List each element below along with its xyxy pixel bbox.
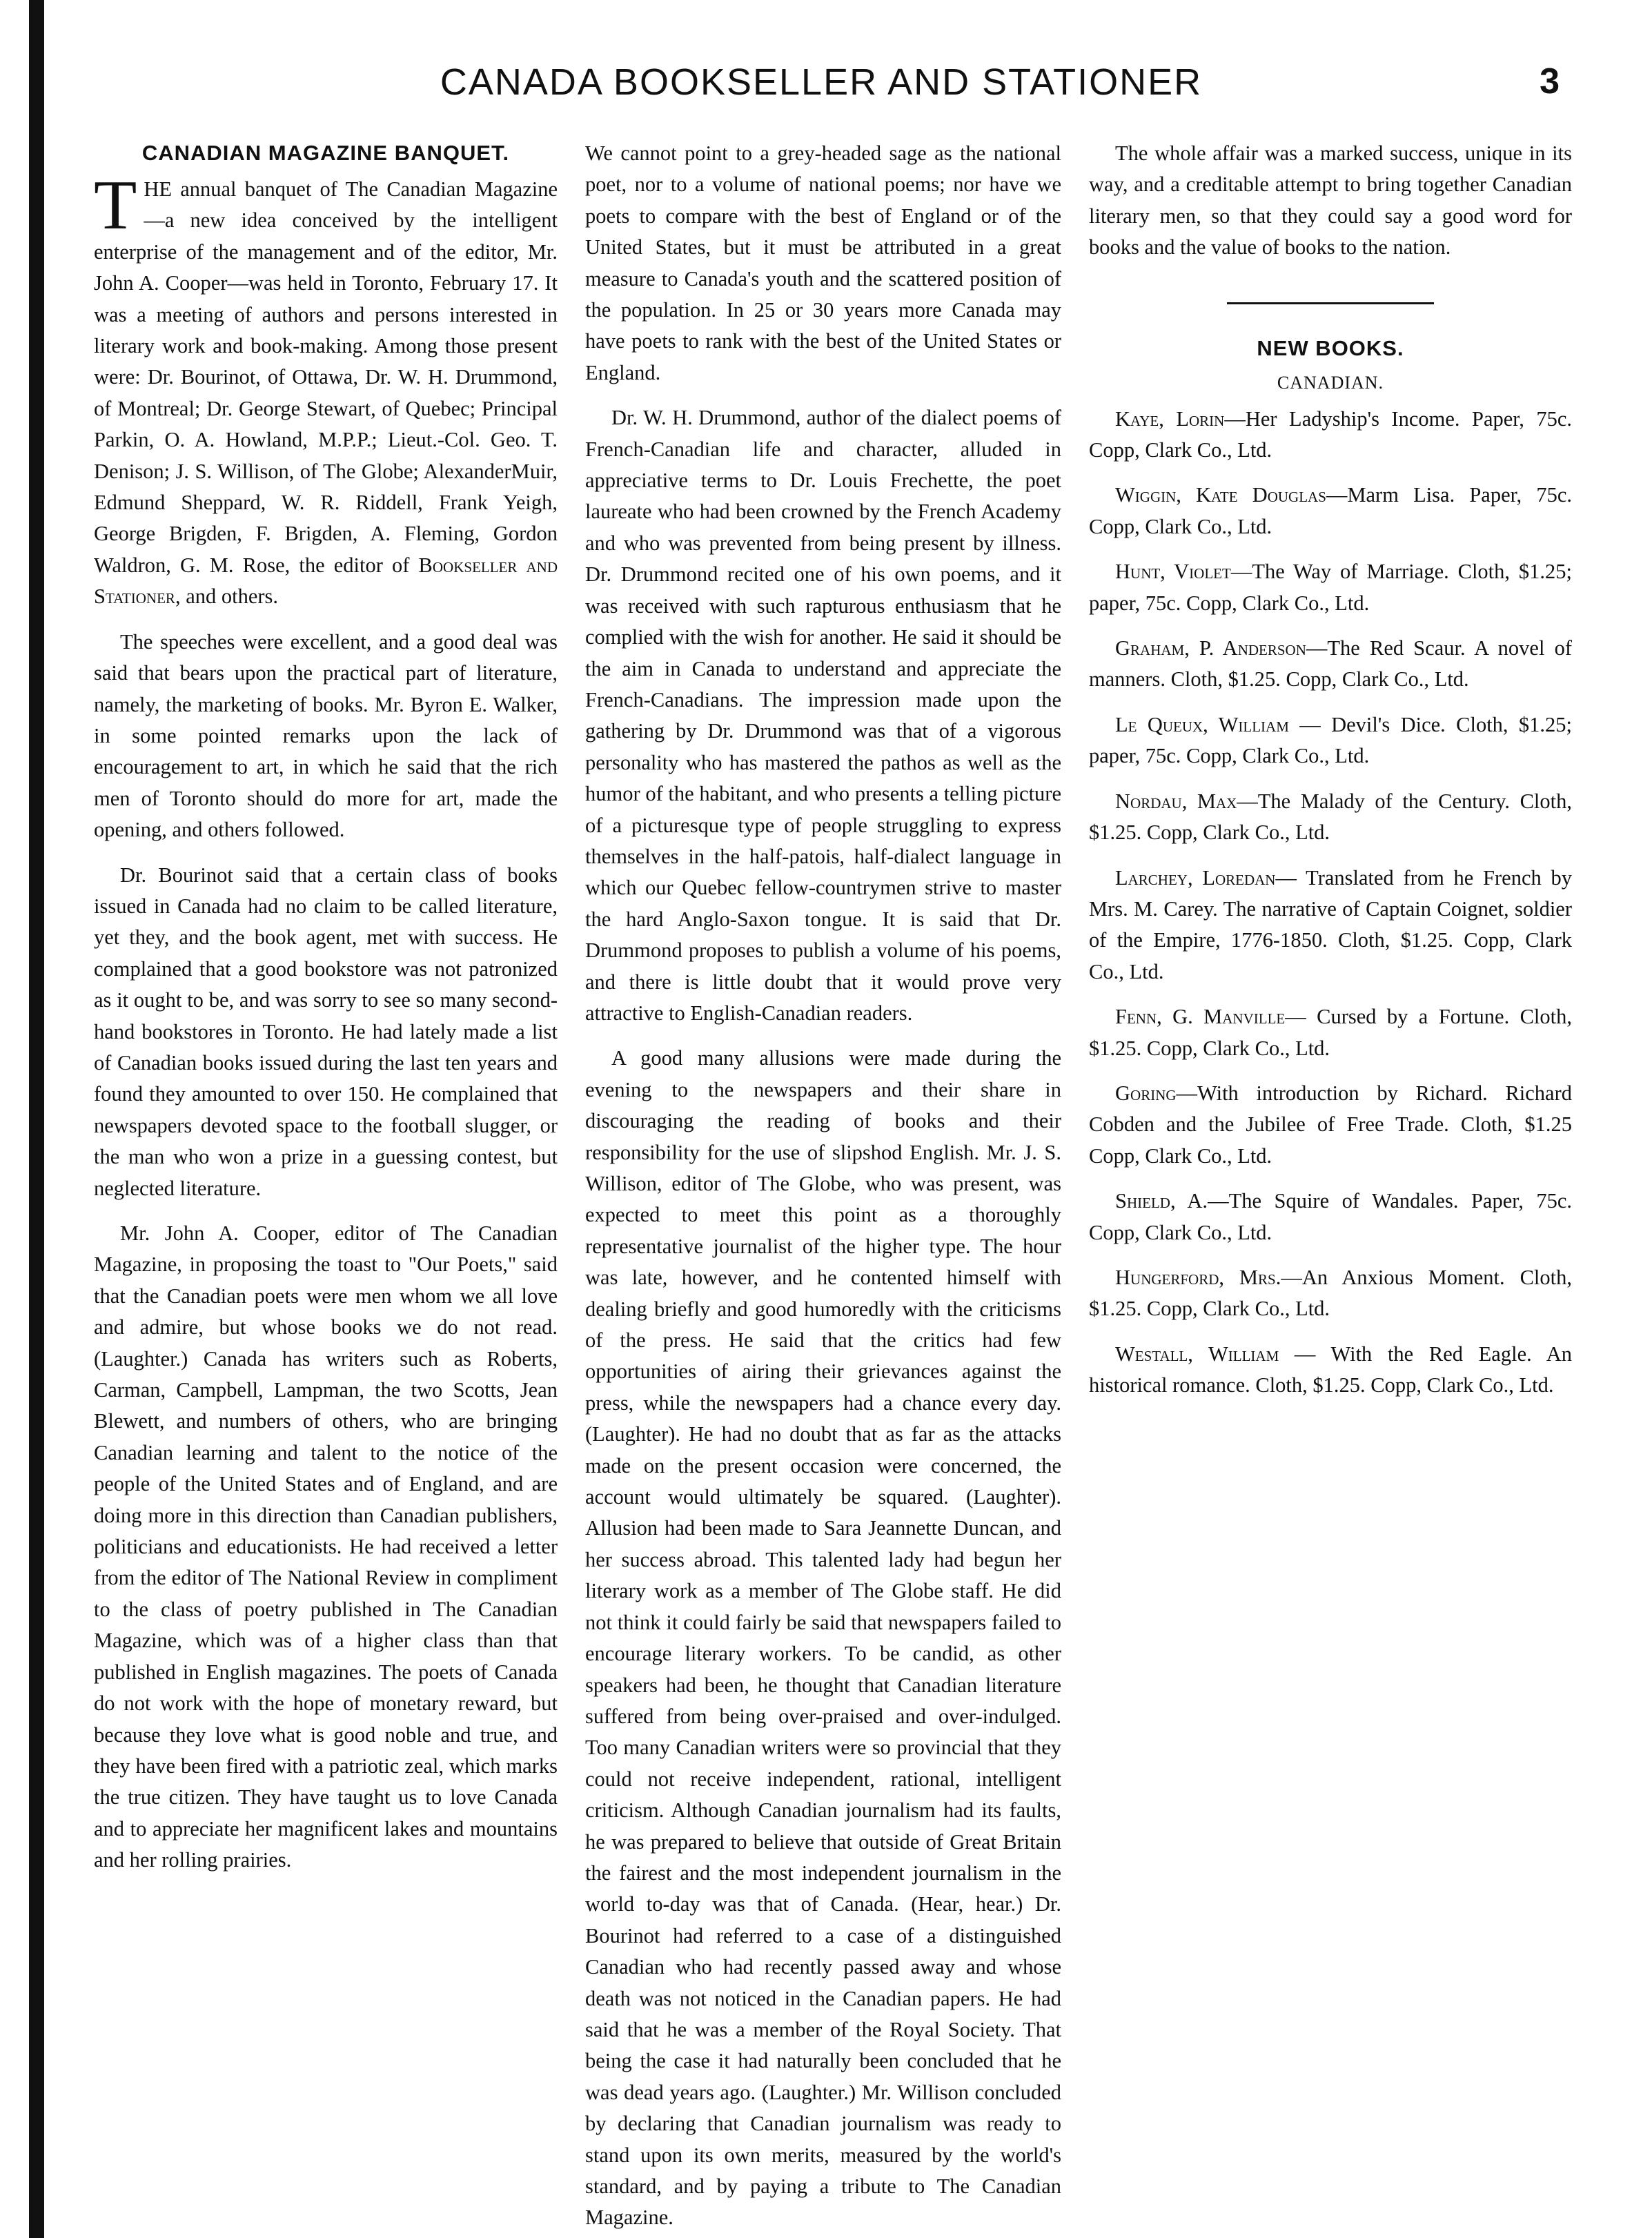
book-list (1089, 404, 1572, 1402)
paragraph-1-text: HE annual banquet of The Canadian Magazine—a new idea conceived by the intelligent enterprise of the management and of the editor, Mr. John A. Cooper—was held in Toronto, February 17. It was a meeting of authors and persons interested in literary work and book-making. Among those present were: Dr. Bourinot, of Ottawa, Dr. W. H. Drummond, of Montreal; Dr. George Stewart, of Quebec; Principal Parkin, O. A. Howland, M.P.P.; Lieut.-Col. Geo. T. Denison; J. S. Willison, of The Globe; AlexanderMuir, Edmund Sheppard, W. R. Riddell, Frank Yeigh, George Brigden, F. Brigden, A. Fleming, Gordon Waldron, G. M. Rose, the editor of (94, 177, 558, 577)
running-title: CANADA BOOKSELLER AND STATIONER (440, 61, 1203, 103)
book-entry (1089, 1001, 1572, 1064)
column-1 (94, 138, 558, 2208)
new-books-heading: NEW BOOKS. (1257, 335, 1404, 360)
book-author: Nordau, Max (1115, 789, 1237, 813)
page-number: 3 (1540, 61, 1560, 101)
article-paragraph-7: A good many allusions were made during the evening to the newspapers and their share in discouraging the reading of books and their responsibility for the use of slipshod English. Mr. J. S. Willison, editor of The Globe, who was present, was expected to meet this point as a thoroughly representative journalist of the higher type. The hour was late, however, and he contented himself with dealing briefly and good humoredly with the criticisms of the press. He said that the critics had few opportunities of airing their grievances against the press, while the newspapers had a chance every day. (Laughter). He had no doubt that as far as the attacks made on the present occasion were concerned, the account would ultimately be squared. (Laughter). Allusion had been made to Sara Jeannette Duncan, and her success abroad. This talented lady had begun her literary work as a member of The Globe staff. He did not think it could fairly be said that newspapers failed to encourage literary workers. To be candid, as other speakers had been, he thought that Canadian literature suffered from being over-praised and over-indulged. Too many Canadian writers were so provincial that they could not receive independent, rational, intelligent criticism. Although Canadian journalism had its faults, he was prepared to believe that outside of Great Britain the fairest and the most independent journalism in the world to-day was that of Canada. (Hear, hear.) Dr. Bourinot had referred to a case of a distinguished Canadian who had recently passed away and whose death was not noticed in the Canadian papers. He had said that he was a member of the Royal Society. That being the case it had naturally been concluded that he was dead years ago. (Laughter.) Mr. Willison concluded by declaring that Canadian journalism was ready to stand upon its own merits, measured by the world's standard, and by paying a tribute to The Canadian Magazine. (585, 1046, 1061, 2230)
book-author: Goring (1115, 1081, 1177, 1105)
book-author: Shield, A. (1115, 1189, 1208, 1213)
paragraph-1-end: , and others. (175, 585, 279, 609)
column-2 (585, 138, 1061, 2230)
drop-cap: T (94, 166, 137, 244)
book-details: —The Way of Marriage. Cloth, $1.25; paper, 75c. Copp, Clark Co., Ltd. (1089, 560, 1572, 615)
book-entry (1089, 1186, 1572, 1248)
book-entry (1089, 1078, 1572, 1172)
scan-edge-bar (29, 0, 44, 2238)
section-divider (1227, 302, 1434, 304)
book-author: Fenn, G. Manville (1115, 1005, 1286, 1029)
book-details: — Cursed by a Fortune. Cloth, $1.25. Copp, Clark Co., Ltd. (1089, 1005, 1572, 1060)
book-details: — Devil's Dice. Cloth, $1.25; paper, 75c. Copp, Clark Co., Ltd. (1089, 712, 1573, 768)
book-entry (1089, 633, 1572, 696)
new-books-subheading: CANADIAN. (1277, 372, 1384, 393)
book-author: Wiggin, Kate Douglas (1115, 483, 1326, 507)
book-entry (1089, 1262, 1572, 1325)
article-paragraph-8: The whole affair was a marked success, unique in its way, and a creditable attempt to bring together Canadian literary men, so that they could say a good word for books and the value of books to the nation. (1089, 141, 1572, 259)
book-details: —Her Ladyship's Income. Paper, 75c. Copp, Clark Co., Ltd. (1089, 406, 1573, 462)
publication-name: Bookseller and Stationer (94, 553, 558, 609)
book-author: Hunt, Violet (1115, 560, 1231, 584)
book-details: —Marm Lisa. Paper, 75c. Copp, Clark Co., Ltd. (1089, 483, 1572, 538)
book-entry (1089, 863, 1572, 988)
book-details: —The Red Scaur. A novel of manners. Cloth, $1.25. Copp, Clark Co., Ltd. (1089, 636, 1572, 691)
book-author: Graham, P. Anderson (1115, 636, 1306, 660)
book-entry (1089, 1339, 1572, 1402)
column-3 (1089, 138, 1572, 2208)
book-details: —The Malady of the Century. Cloth, $1.25. Copp, Clark Co., Ltd. (1089, 789, 1572, 845)
book-details: —The Squire of Wandales. Paper, 75c. Copp, Clark Co., Ltd. (1089, 1189, 1572, 1244)
book-author: Kaye, Lorin (1115, 406, 1225, 431)
book-entry (1089, 556, 1572, 619)
book-entry (1089, 404, 1572, 467)
book-entry (1089, 480, 1572, 542)
book-entry (1089, 709, 1572, 772)
book-entry (1089, 786, 1572, 849)
book-author: Hungerford, Mrs. (1115, 1265, 1281, 1289)
book-author: Larchey, Loredan (1115, 865, 1276, 890)
article-paragraph-6: Dr. W. H. Drummond, author of the dialect poems of French-Canadian life and character, alluded in appreciative terms to Dr. Louis Frechette, the poet laureate who had been crowned by the French Academy and who was prevented from being present by illness. Dr. Drummond recited one of his own poems, and it was received with such rapturous enthusiasm that he complied with the wish for another. He said it should be the aim in Canada to understand and appreciate the French-Canadians. The impression made upon the gathering by Dr. Drummond was that of a vigorous personality who has mastered the pathos as well as the humor of the habitant, and who presents a telling picture of a picturesque type of people struggling to express themselves in the half-patois, half-dialect language in which our Quebec fellow-countrymen strive to master the hard Anglo-Saxon tongue. It is said that Dr. Drummond proposes to publish a volume of his poems, and there is little doubt that it would prove very attractive to English-Canadian readers. (585, 406, 1061, 1025)
book-details: —An Anxious Moment. Cloth, $1.25. Copp, Clark Co., Ltd. (1089, 1265, 1572, 1321)
book-details: — With the Red Eagle. An historical romance. Cloth, $1.25. Copp, Clark Co., Ltd. (1089, 1342, 1572, 1397)
article-paragraph-3: Dr. Bourinot said that a certain class of books issued in Canada had no claim to be called literature, yet they, and the book agent, met with success. He complained that a good bookstore was not patronized as it ought to be, and was sorry to see so many second-hand bookstores in Toronto. He had lately made a list of Canadian books issued during the last ten years and found they amounted to over 150. He complained that newspapers devoted space to the football slugger, or the man who won a prize in a guessing contest, but neglected literature. (94, 863, 558, 1200)
book-details: —With introduction by Richard. Richard Cobden and the Jubilee of Free Trade. Cloth, $1.25 Copp, Clark Co., Ltd. (1089, 1081, 1572, 1168)
article-paragraph-1 (94, 166, 558, 613)
article-paragraph-2: The speeches were excellent, and a good deal was said that bears upon the practical part of literature, namely, the marketing of books. Mr. Byron E. Walker, in some pointed remarks upon the lack of encouragement to art, in which he said that the rich men of Toronto should do more for art, made the opening, and others followed. (94, 629, 558, 842)
book-author: Le Queux, William (1115, 712, 1289, 736)
book-details: — Translated from he French by Mrs. M. Carey. The narrative of Captain Coignet, soldier of the Empire, 1776-1850. Cloth, $1.25. Copp, Clark Co., Ltd. (1089, 865, 1572, 983)
article-paragraph-4: Mr. John A. Cooper, editor of The Canadian Magazine, in proposing the toast to "Our Poets," said that the Canadian poets were men whom we all love and admire, but whose books we do not read. (Laughter.) Canada has writers such as Roberts, Carman, Campbell, Lampman, the two Scotts, Jean Blewett, and numbers of others, who are bringing Canadian learning and talent to the notice of the people of the United States and of England, and are doing more in this direction than Canadian publishers, politicians and educationists. He had received a letter from the editor of The National Review in compliment to the class of poetry published in The Canadian Magazine, which was of a higher class than that published in English magazines. The poets of Canada do not work with the hope of monetary reward, but because they love what is good noble and true, and they have been fired with a patriotic zeal, which marks the true citizen. They have taught us to love Canada and to appreciate her magnificent lakes and mountains and her rolling prairies. (94, 1221, 558, 1872)
book-author: Westall, William (1115, 1342, 1279, 1366)
article-paragraph-5: We cannot point to a grey-headed sage as the national poet, nor to a volume of national poems; nor have we poets to compare with the best of England or of the United States, but it must be attributed in a great measure to Canada's youth and the scattered position of the population. In 25 or 30 years more Canada may have poets to rank with the best of the United States or England. (585, 141, 1061, 384)
article-heading: CANADIAN MAGAZINE BANQUET. (141, 141, 510, 165)
